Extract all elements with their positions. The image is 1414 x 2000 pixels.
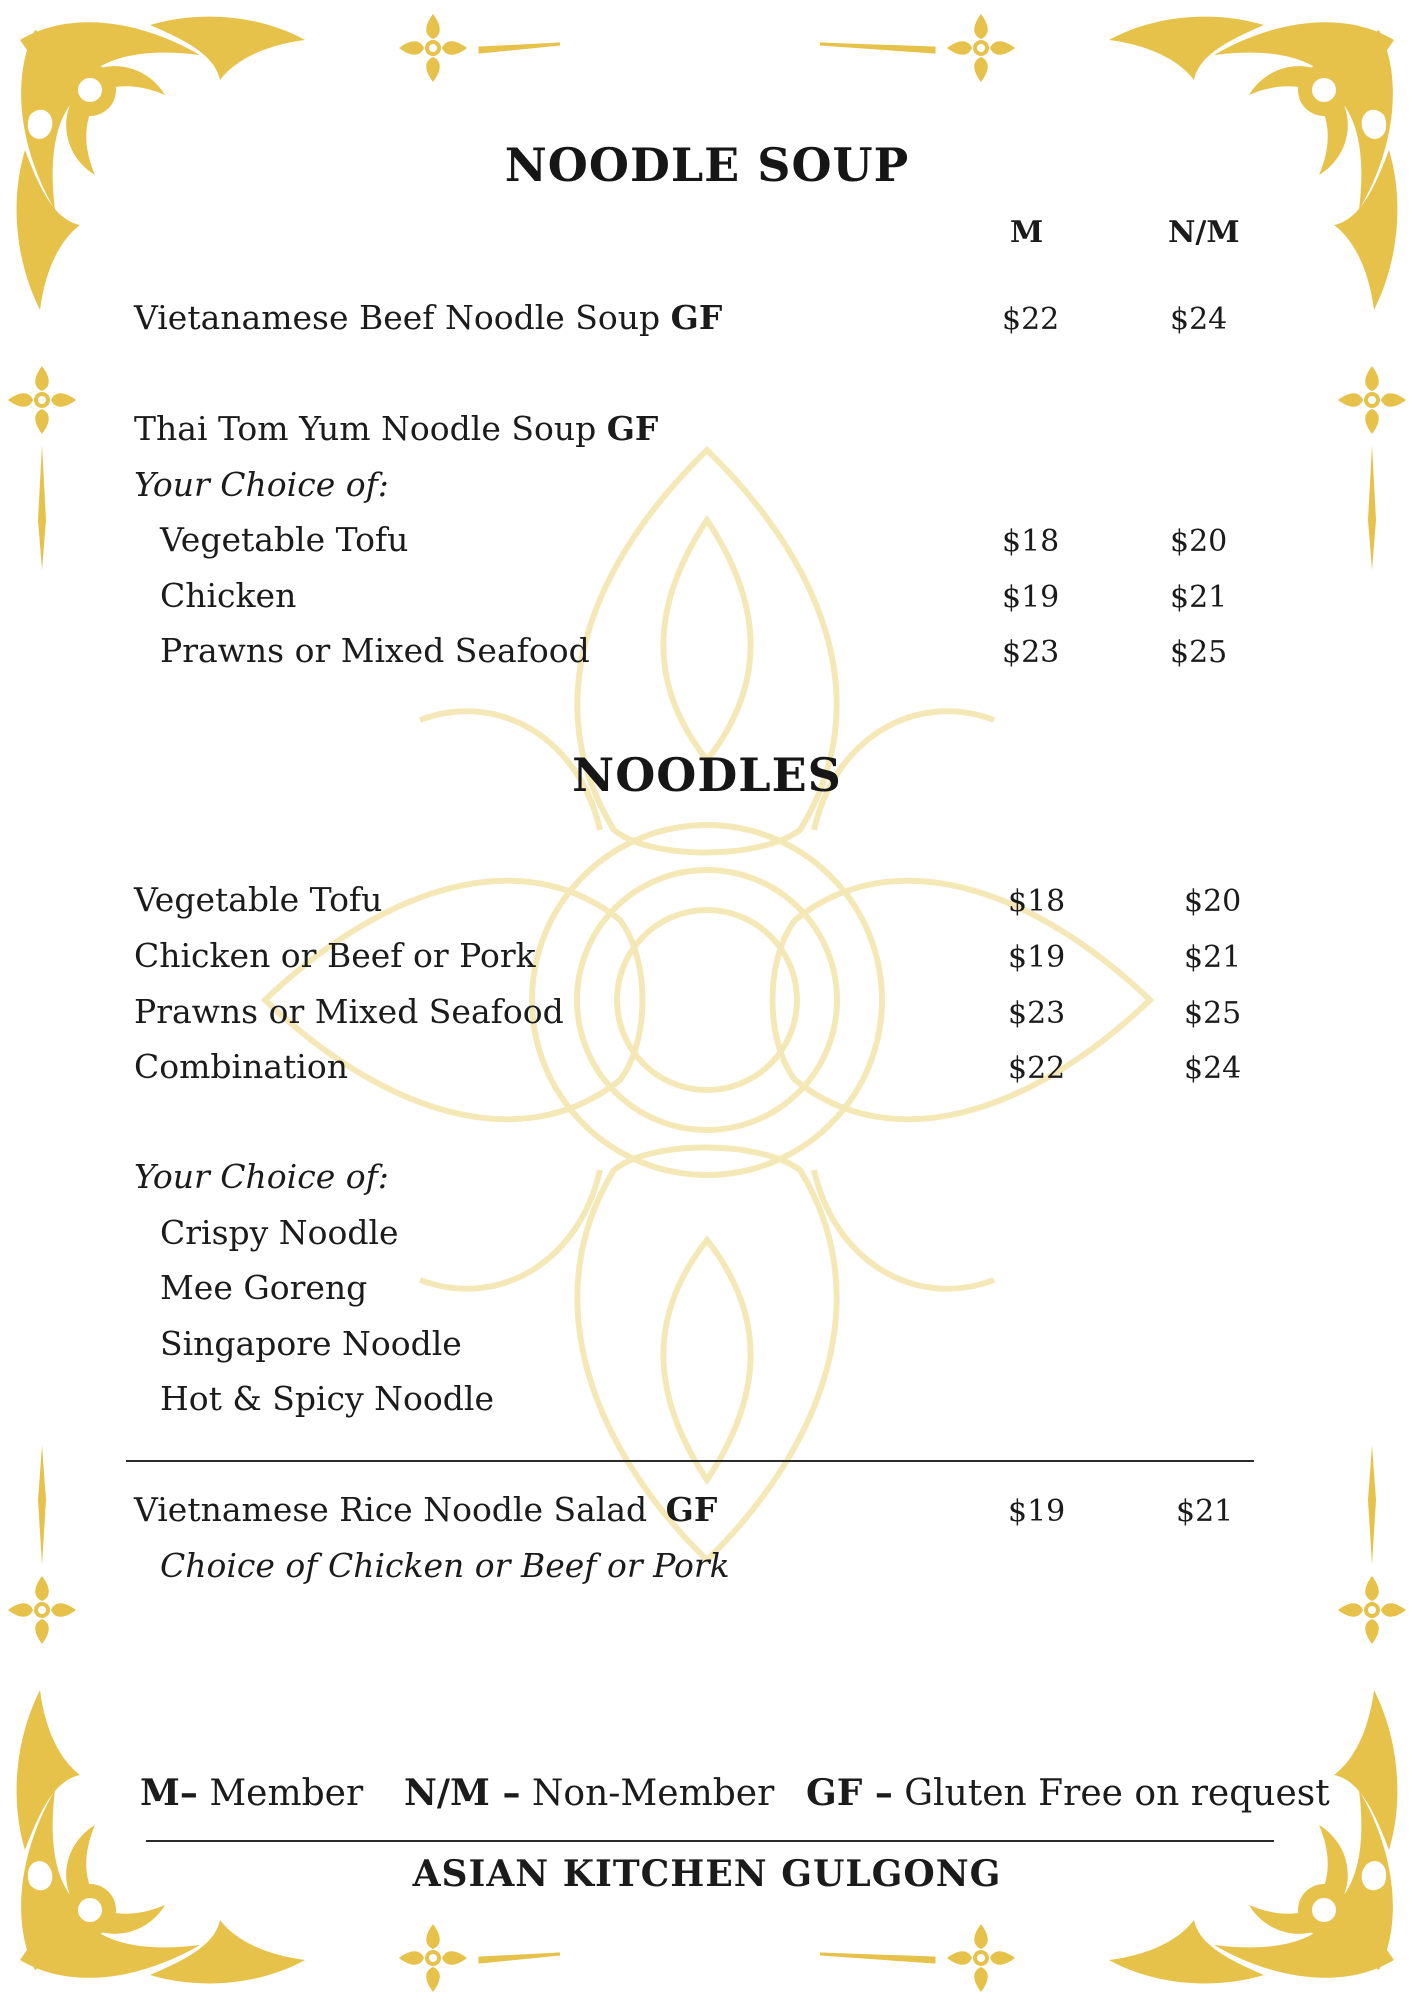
noodle-soup-heading: NOODLE SOUP bbox=[504, 138, 910, 192]
menu-item-prawns-seafood: Prawns or Mixed Seafood bbox=[134, 992, 564, 1031]
price-non-member: $20 bbox=[1184, 884, 1242, 919]
price-member: $18 bbox=[1002, 524, 1060, 559]
price-non-member: $21 bbox=[1170, 580, 1228, 615]
price-member: $23 bbox=[1008, 996, 1066, 1031]
price-non-member: $21 bbox=[1184, 940, 1242, 975]
gf-badge: GF bbox=[606, 409, 659, 448]
noodle-style-hot-spicy: Hot & Spicy Noodle bbox=[160, 1379, 494, 1418]
price-non-member: $21 bbox=[1176, 1494, 1234, 1529]
noodle-style-singapore: Singapore Noodle bbox=[160, 1324, 462, 1363]
item-name: Vietnamese Rice Noodle Salad bbox=[134, 1490, 648, 1529]
price-member: $19 bbox=[1008, 940, 1066, 975]
non-member-column-header: N/M bbox=[1168, 215, 1240, 250]
corner-ornament-bottom-right bbox=[1109, 1690, 1397, 1983]
flower-ornament-icon bbox=[1338, 1576, 1406, 1644]
footer-divider bbox=[146, 1840, 1274, 1842]
option-chicken: Chicken bbox=[160, 576, 297, 615]
legend-non-member bbox=[404, 1772, 774, 1814]
choice-label: Your Choice of: bbox=[134, 1157, 389, 1196]
legend-key: GF – bbox=[806, 1772, 893, 1814]
price-member: $22 bbox=[1008, 1051, 1066, 1086]
member-column-header: M bbox=[1010, 215, 1044, 250]
flower-ornament-icon bbox=[1338, 366, 1406, 434]
menu-item-rice-noodle-salad bbox=[134, 1490, 717, 1529]
flower-ornament-icon bbox=[947, 14, 1015, 82]
restaurant-name: ASIAN KITCHEN GULGONG bbox=[412, 1853, 1002, 1895]
menu-item-combination: Combination bbox=[134, 1047, 348, 1086]
price-non-member: $20 bbox=[1170, 524, 1228, 559]
price-non-member: $24 bbox=[1170, 302, 1228, 337]
noodle-style-mee-goreng: Mee Goreng bbox=[160, 1268, 368, 1307]
legend-text: Member bbox=[209, 1773, 364, 1814]
option-prawns-seafood: Prawns or Mixed Seafood bbox=[160, 631, 590, 670]
option-vegetable-tofu: Vegetable Tofu bbox=[160, 520, 409, 559]
flower-ornament-icon bbox=[399, 1924, 467, 1992]
flower-ornament-icon bbox=[399, 14, 467, 82]
gf-badge: GF bbox=[665, 1490, 718, 1529]
flower-ornament-icon bbox=[8, 366, 76, 434]
price-non-member: $25 bbox=[1170, 635, 1228, 670]
gf-badge: GF bbox=[670, 298, 723, 337]
menu-item-vegetable-tofu: Vegetable Tofu bbox=[134, 880, 383, 919]
price-member: $18 bbox=[1008, 884, 1066, 919]
flower-ornament-icon bbox=[8, 1576, 76, 1644]
item-name: Vietanamese Beef Noodle Soup bbox=[134, 298, 661, 337]
section-divider bbox=[126, 1460, 1254, 1462]
price-non-member: $24 bbox=[1184, 1051, 1242, 1086]
legend-text: Non-Member bbox=[531, 1773, 775, 1814]
price-member: $23 bbox=[1002, 635, 1060, 670]
legend-key: M– bbox=[140, 1772, 198, 1814]
noodles-heading: NOODLES bbox=[572, 748, 842, 802]
price-member: $19 bbox=[1002, 580, 1060, 615]
menu-item-beef-noodle-soup bbox=[134, 298, 722, 337]
price-non-member: $25 bbox=[1184, 996, 1242, 1031]
legend-text: Gluten Free on request bbox=[904, 1773, 1330, 1814]
legend-gluten-free bbox=[806, 1772, 1330, 1814]
item-name: Thai Tom Yum Noodle Soup bbox=[134, 409, 597, 448]
corner-ornament-bottom-left bbox=[17, 1690, 305, 1983]
price-member: $22 bbox=[1002, 302, 1060, 337]
price-member: $19 bbox=[1008, 1494, 1066, 1529]
legend-member bbox=[140, 1772, 363, 1814]
choice-label: Your Choice of: bbox=[134, 465, 389, 504]
menu-item-tom-yum-noodle-soup bbox=[134, 409, 658, 448]
menu-item-chicken-beef-pork: Chicken or Beef or Pork bbox=[134, 936, 536, 975]
flower-ornament-icon bbox=[947, 1924, 1015, 1992]
legend-key: N/M – bbox=[404, 1772, 521, 1814]
noodle-style-crispy: Crispy Noodle bbox=[160, 1213, 399, 1252]
salad-choice-note: Choice of Chicken or Beef or Pork bbox=[160, 1546, 730, 1585]
